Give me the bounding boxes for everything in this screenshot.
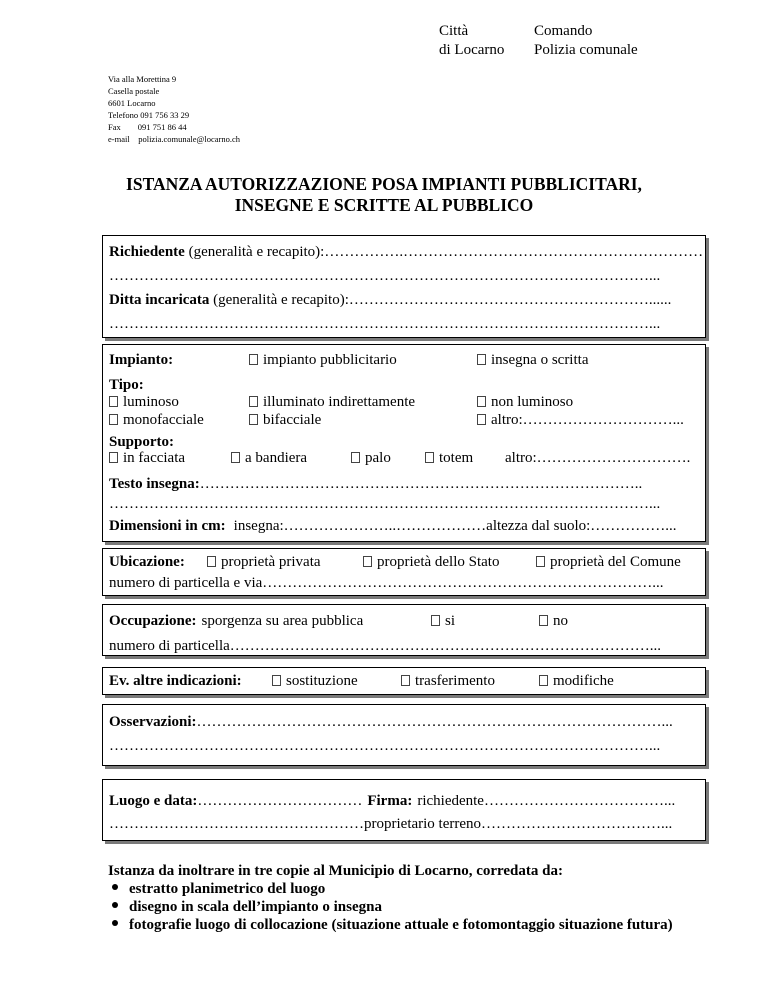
option-label: si xyxy=(445,613,456,629)
option-label: proprietà privata xyxy=(221,554,321,570)
title-line-2: INSEGNE E SCRITTE AL PUBBLICO xyxy=(234,195,534,215)
option-label: bifacciale xyxy=(263,412,322,428)
option-si[interactable] xyxy=(431,612,455,630)
option-label: trasferimento xyxy=(415,673,495,689)
checkbox[interactable] xyxy=(231,452,240,463)
city-name xyxy=(439,22,504,60)
richiedente-hint: (generalità e recapito) xyxy=(184,244,321,260)
address-line: Casella postale xyxy=(108,86,160,96)
option-label: proprietà dello Stato xyxy=(377,554,500,570)
option-altro-tipo[interactable] xyxy=(477,411,684,429)
checkbox[interactable] xyxy=(477,354,486,365)
option-palo[interactable] xyxy=(351,449,391,467)
luogo-data-input[interactable]: …………………………… xyxy=(197,793,363,809)
ditta-input-line[interactable]: ………………………………………………………………………………………………... xyxy=(109,316,661,332)
address-line: Fax 091 751 86 44 xyxy=(108,122,187,132)
checkbox[interactable] xyxy=(272,675,281,686)
occupazione-section xyxy=(102,604,706,656)
testo-input-dots[interactable]: …………………………………………………………………………….. xyxy=(199,476,643,492)
ditta-field[interactable] xyxy=(109,291,671,309)
supporto-label: Supporto: xyxy=(109,434,175,450)
altre-indicazioni-label: Ev. altre indicazioni: xyxy=(109,673,242,689)
footer-item-text: fotografie luogo di collocazione (situazione attuale e fotomontaggio situazione futura) xyxy=(129,917,673,933)
checkbox[interactable] xyxy=(539,675,548,686)
address-line: Telefono 091 756 33 29 xyxy=(108,110,190,120)
option-proprieta-stato[interactable] xyxy=(363,553,499,571)
occupazione-label: Occupazione: xyxy=(109,613,197,629)
luogo-data-label: Luogo e data: xyxy=(109,793,198,809)
bullet-icon xyxy=(112,884,118,890)
option-sostituzione[interactable] xyxy=(272,672,358,690)
option-no[interactable] xyxy=(539,612,568,630)
supporto-altro-field[interactable]: altro:…………………………. xyxy=(505,450,691,466)
option-label: in facciata xyxy=(123,450,186,466)
osservazioni-input-line[interactable]: ………………………………………………………………………………………………... xyxy=(109,738,661,754)
option-monofacciale[interactable] xyxy=(109,411,204,429)
option-impianto-pubblicitario[interactable] xyxy=(249,351,397,369)
option-proprieta-privata[interactable] xyxy=(207,553,321,571)
osservazioni-label: Osservazioni: xyxy=(109,714,197,730)
option-label: proprietà del Comune xyxy=(550,554,681,570)
dept-line-1: Comando xyxy=(534,23,593,39)
checkbox[interactable] xyxy=(249,354,258,365)
address-line: Via alla Morettina 9 xyxy=(108,74,177,84)
particella-field[interactable]: numero di particella…………………………………………………………………………... xyxy=(109,638,662,654)
option-label: sostituzione xyxy=(286,673,358,689)
footer-item xyxy=(112,916,673,934)
option-illuminato[interactable] xyxy=(249,393,415,411)
bullet-icon xyxy=(112,902,118,908)
city-line-2: di Locarno xyxy=(439,42,505,58)
option-label: palo xyxy=(365,450,391,466)
option-label: luminoso xyxy=(123,394,179,410)
ubicazione-label: Ubicazione: xyxy=(109,554,185,570)
altre-indicazioni-section xyxy=(102,667,706,695)
option-proprieta-comune[interactable] xyxy=(536,553,681,571)
osservazioni-input-dots[interactable]: …………………………………………………………………………………... xyxy=(196,714,673,730)
option-luminoso[interactable] xyxy=(109,393,179,411)
checkbox[interactable] xyxy=(109,452,118,463)
checkbox[interactable] xyxy=(109,414,118,425)
footer-item-text: estratto planimetrico del luogo xyxy=(129,881,326,897)
option-a-bandiera[interactable] xyxy=(231,449,307,467)
tipo-label: Tipo: xyxy=(109,377,144,393)
city-line-1: Città xyxy=(439,23,469,39)
firma-proprietario-input[interactable]: proprietario terreno………………………………... xyxy=(364,816,673,832)
option-label: totem xyxy=(439,450,474,466)
bullet-icon xyxy=(112,920,118,926)
richiedente-label: Richiedente xyxy=(109,244,185,260)
impianto-section xyxy=(102,344,706,542)
checkbox[interactable] xyxy=(249,414,258,425)
option-label: no xyxy=(553,613,568,629)
richiedente-input-line[interactable]: ………………………………………………………………………………………………... xyxy=(109,268,661,284)
form-title xyxy=(0,174,768,216)
option-label: impianto pubblicitario xyxy=(263,352,397,368)
checkbox[interactable] xyxy=(249,396,258,407)
richiedente-section xyxy=(102,235,706,338)
impianto-label: Impianto: xyxy=(109,352,174,368)
department-name xyxy=(534,22,638,60)
option-totem[interactable] xyxy=(425,449,473,467)
footer-item-text: disegno in scala dell’impianto o insegna xyxy=(129,899,382,915)
dimensioni-input[interactable]: insegna:…………………..………………altezza dal suolo:……………... xyxy=(233,518,677,534)
footer-item xyxy=(112,880,325,898)
option-label: a bandiera xyxy=(245,450,308,466)
checkbox[interactable] xyxy=(109,396,118,407)
address-line: e-mail polizia.comunale@locarno.ch xyxy=(108,134,240,144)
checkbox[interactable] xyxy=(351,452,360,463)
footer-intro: Istanza da inoltrare in tre copie al Municipio di Locarno, corredata da: xyxy=(108,863,563,879)
ubicazione-section xyxy=(102,548,706,596)
checkbox[interactable] xyxy=(536,556,545,567)
option-trasferimento[interactable] xyxy=(401,672,495,690)
firma-label: Firma: xyxy=(367,793,413,809)
checkbox[interactable] xyxy=(539,615,548,626)
title-line-1: ISTANZA AUTORIZZAZIONE POSA IMPIANTI PUBBLICITARI, xyxy=(126,174,642,194)
option-label: monofacciale xyxy=(123,412,204,428)
ditta-hint: (generalità e recapito) xyxy=(209,292,345,308)
footer-item xyxy=(112,898,382,916)
address-block xyxy=(108,73,240,145)
firma-line-dots[interactable]: …………………………………………… xyxy=(109,816,364,832)
checkbox[interactable] xyxy=(425,452,434,463)
testo-insegna-label: Testo insegna: xyxy=(109,476,200,492)
option-insegna-scritta[interactable] xyxy=(477,351,588,369)
richiedente-input-dots[interactable]: :…………….…………………………………………………… xyxy=(320,244,704,260)
checkbox[interactable] xyxy=(477,396,486,407)
checkbox[interactable] xyxy=(207,556,216,567)
option-modifiche[interactable] xyxy=(539,672,614,690)
particella-via-field[interactable]: numero di particella e via……………………………………………………………………... xyxy=(109,575,664,591)
firma-section xyxy=(102,779,706,841)
dept-line-2: Polizia comunale xyxy=(534,42,638,58)
option-label: illuminato indirettamente xyxy=(263,394,416,410)
occupazione-text: sporgenza su area pubblica xyxy=(201,613,364,629)
testo-input-line[interactable]: ………………………………………………………………………………………………... xyxy=(109,496,661,512)
ditta-input-dots[interactable]: :……………………………………………………...... xyxy=(344,292,672,308)
checkbox[interactable] xyxy=(431,615,440,626)
option-label: insegna o scritta xyxy=(491,352,589,368)
firma-richiedente-input[interactable]: richiedente………………………………... xyxy=(417,793,676,809)
option-non-luminoso[interactable] xyxy=(477,393,573,411)
checkbox[interactable] xyxy=(401,675,410,686)
address-line: 6601 Locarno xyxy=(108,98,156,108)
richiedente-field[interactable] xyxy=(109,243,703,261)
option-label: altro:…………………………... xyxy=(491,412,684,428)
ditta-label: Ditta incaricata xyxy=(109,292,210,308)
option-label: modifiche xyxy=(553,673,614,689)
option-label: non luminoso xyxy=(491,394,574,410)
dimensioni-field[interactable] xyxy=(109,517,677,535)
osservazioni-section xyxy=(102,704,706,766)
checkbox[interactable] xyxy=(363,556,372,567)
dimensioni-label: Dimensioni in cm: xyxy=(109,518,226,534)
option-in-facciata[interactable] xyxy=(109,449,185,467)
testo-insegna-field[interactable] xyxy=(109,475,642,493)
option-bifacciale[interactable] xyxy=(249,411,321,429)
checkbox[interactable] xyxy=(477,414,486,425)
